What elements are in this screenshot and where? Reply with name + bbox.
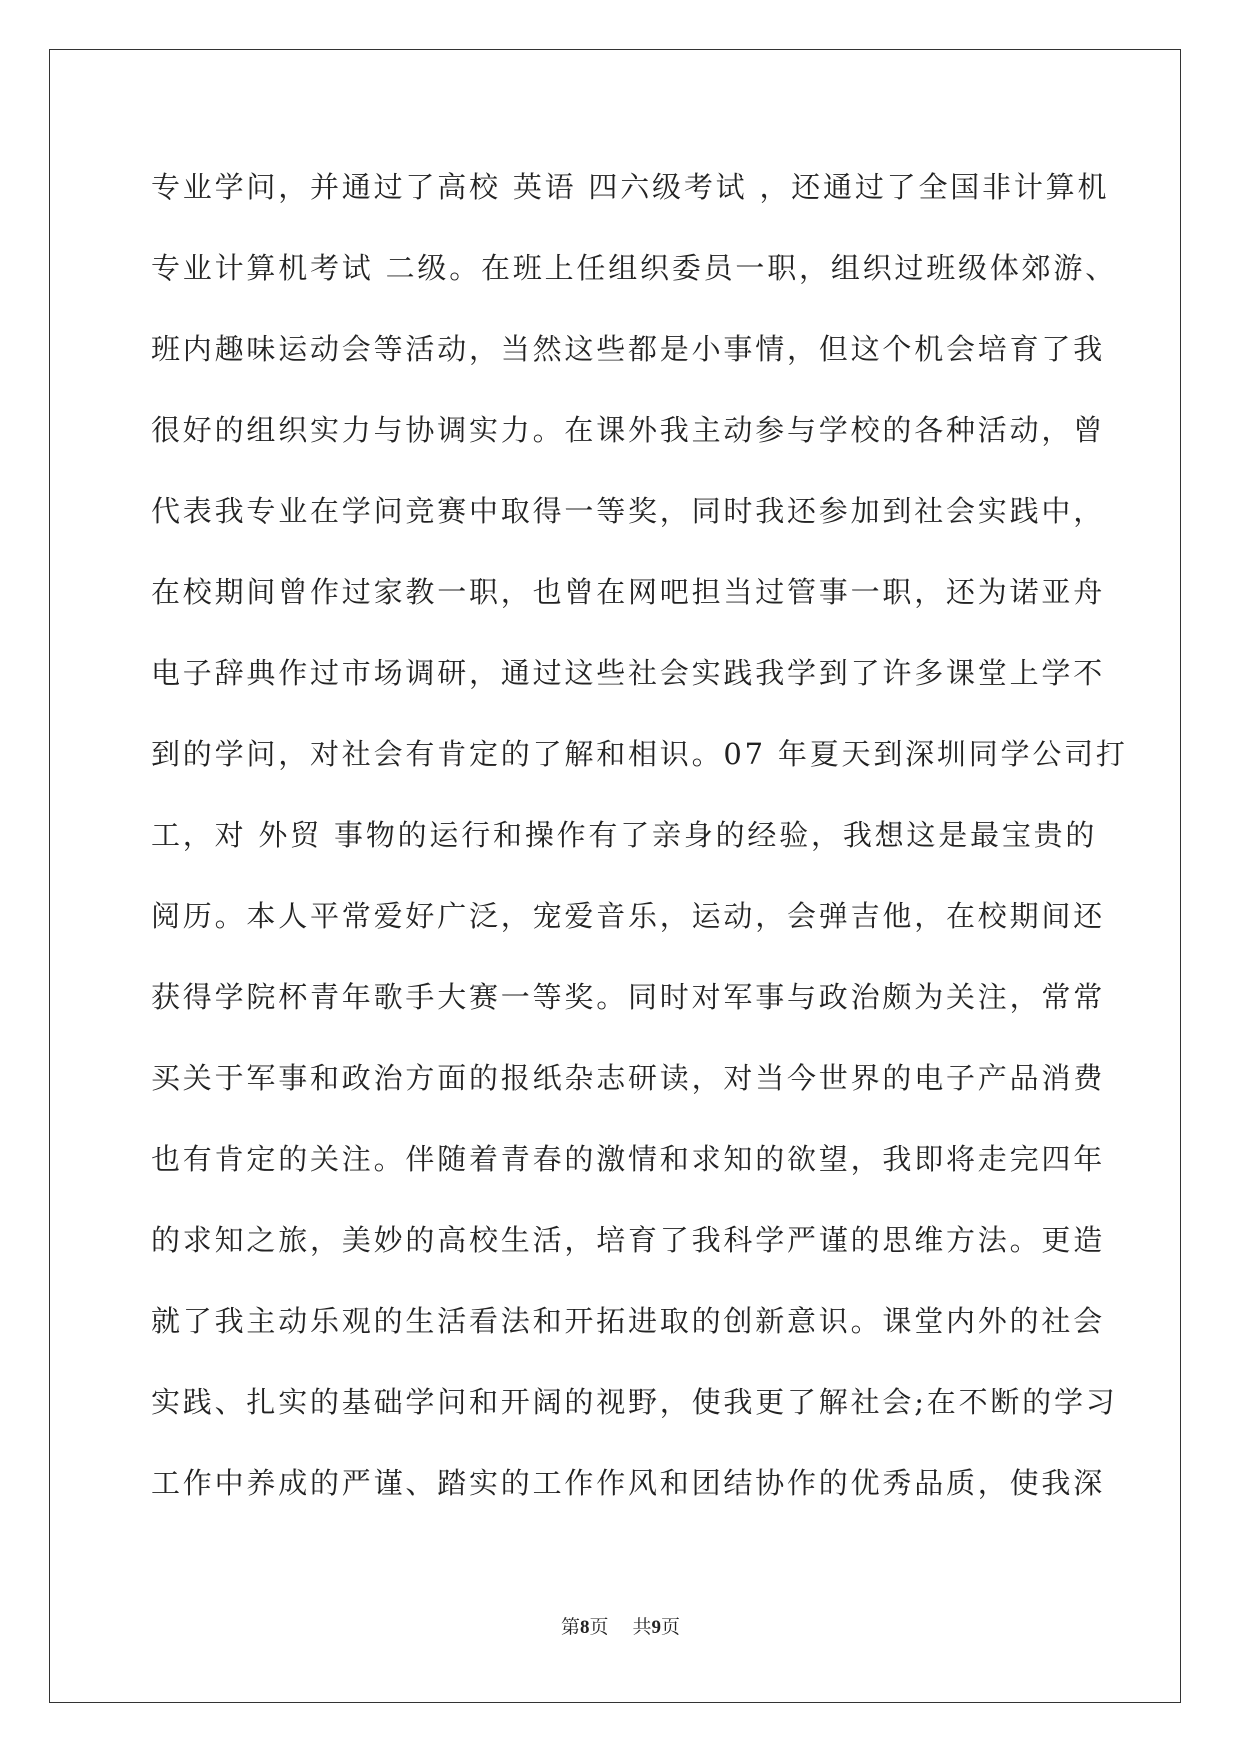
page-prefix: 第 [560,1617,580,1638]
page-number: 8 [579,1617,590,1638]
text-line: 阅历。本人平常爱好广泛，宠爱音乐，运动，会弹吉他，在校期间还 [151,899,1106,933]
text-line: 到的学问，对社会有肯定的了解和相识。07 年夏天到深圳同学公司打 [151,737,1128,771]
text-line: 班内趣味运动会等活动，当然这些都是小事情，但这个机会培育了我 [151,332,1106,366]
text-line: 很好的组织实力与协调实力。在课外我主动参与学校的各种活动，曾 [151,413,1106,447]
text-line: 工，对 外贸 事物的运行和操作有了亲身的经验，我想这是最宝贵的 [151,818,1098,852]
total-suffix: 页 [661,1617,681,1638]
text-line: 代表我专业在学问竞赛中取得一等奖，同时我还参加到社会实践中， [151,494,1106,528]
text-line: 也有肯定的关注。伴随着青春的激情和求知的欲望，我即将走完四年 [151,1142,1106,1176]
text-line: 专业学问，并通过了高校 英语 四六级考试 ，还通过了全国非计算机 [151,170,1110,204]
text-line: 在校期间曾作过家教一职，也曾在网吧担当过管事一职，还为诺亚舟 [151,575,1106,609]
page-suffix: 页 [589,1617,609,1638]
text-line: 实践、扎实的基础学问和开阔的视野，使我更了解社会;在不断的学习 [151,1385,1118,1419]
text-line: 就了我主动乐观的生活看法和开拓进取的创新意识。课堂内外的社会 [151,1304,1106,1338]
text-line: 工作中养成的严谨、踏实的工作作风和团结协作的优秀品质，使我深 [151,1466,1106,1500]
body-text [151,163,1128,1540]
text-line: 的求知之旅，美妙的高校生活，培育了我科学严谨的思维方法。更造 [151,1223,1106,1257]
text-line: 专业计算机考试 二级。在班上任组织委员一职，组织过班级体郊游、 [151,251,1118,285]
text-line: 买关于军事和政治方面的报纸杂志研读，对当今世界的电子产品消费 [151,1061,1106,1095]
page-footer [0,1612,1241,1639]
text-line: 获得学院杯青年歌手大赛一等奖。同时对军事与政治颇为关注，常常 [151,980,1106,1014]
text-line: 电子辞典作过市场调研，通过这些社会实践我学到了许多课堂上学不 [151,656,1106,690]
total-prefix: 共 [632,1617,652,1638]
total-pages: 9 [651,1617,662,1638]
